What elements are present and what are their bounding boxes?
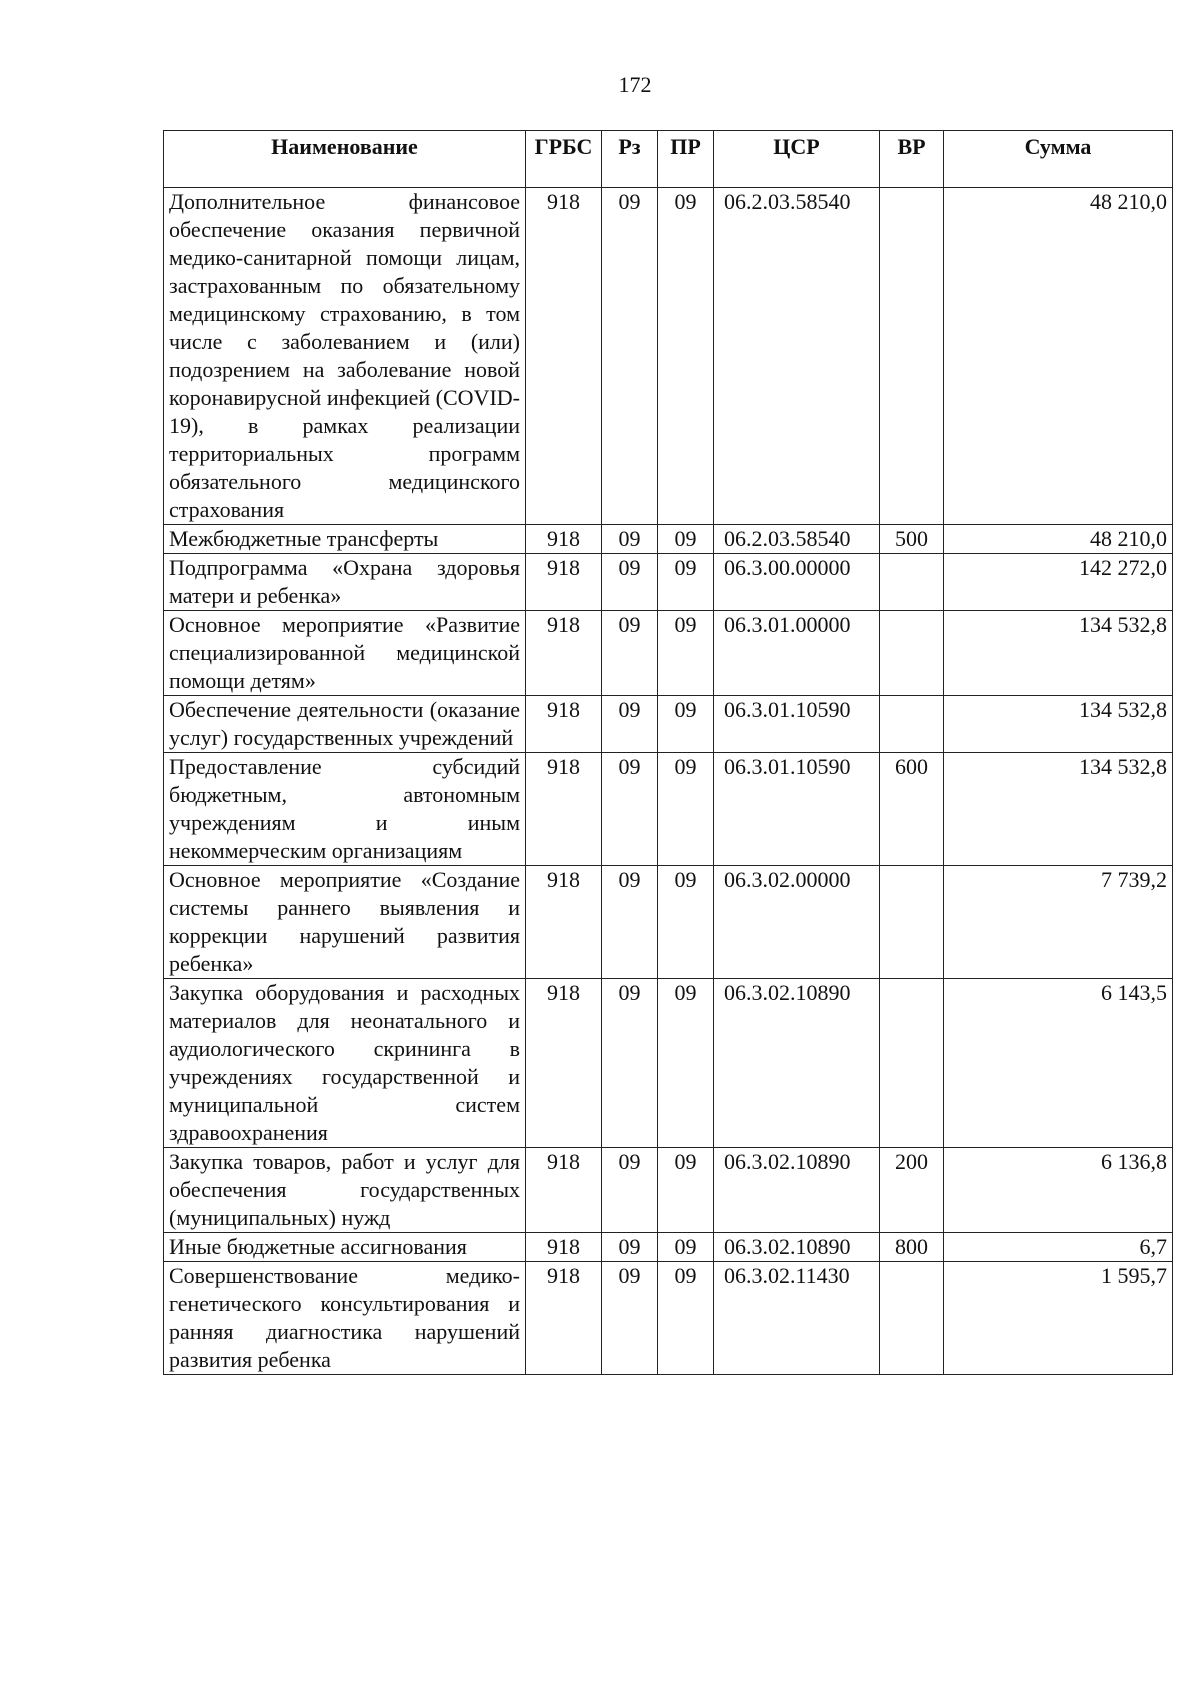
cell-sum: 134 532,8 <box>944 753 1173 866</box>
table-row <box>164 554 1173 611</box>
cell-vr: 500 <box>880 525 944 554</box>
cell-sum: 6 136,8 <box>944 1148 1173 1233</box>
cell-name: Основное мероприятие «Создание системы раннего выявления и коррекции нарушений развития ребенка» <box>164 866 526 979</box>
cell-pr: 09 <box>658 1262 714 1375</box>
cell-vr: 800 <box>880 1233 944 1262</box>
cell-sum: 134 532,8 <box>944 696 1173 753</box>
cell-rz: 09 <box>602 866 658 979</box>
cell-name: Дополнительное финансовое обеспечение оказания первичной медико-санитарной помощи лицам, застрахованным по обязательному медицинскому страхованию, в том числе с заболеванием и (или) подозрением на заболевание новой коронавирусной инфекцией (COVID-19), в рамках реализации территориальных программ обязательного медицинского страхования <box>164 188 526 525</box>
table-row <box>164 979 1173 1148</box>
cell-rz: 09 <box>602 554 658 611</box>
cell-name: Основное мероприятие «Развитие специализированной медицинской помощи детям» <box>164 611 526 696</box>
cell-pr: 09 <box>658 696 714 753</box>
cell-csr: 06.3.02.00000 <box>714 866 880 979</box>
cell-grbs: 918 <box>526 1233 602 1262</box>
page-number: 172 <box>618 72 652 97</box>
cell-rz: 09 <box>602 1148 658 1233</box>
table-row <box>164 753 1173 866</box>
header-sum: Сумма <box>944 131 1173 188</box>
cell-sum: 48 210,0 <box>944 188 1173 525</box>
cell-name: Закупка оборудования и расходных материалов для неонатального и аудиологического скрининга в учреждениях государственной и муниципальной систем здравоохранения <box>164 979 526 1148</box>
table-row <box>164 866 1173 979</box>
cell-grbs: 918 <box>526 554 602 611</box>
cell-name: Иные бюджетные ассигнования <box>164 1233 526 1262</box>
cell-rz: 09 <box>602 979 658 1148</box>
cell-csr: 06.3.02.11430 <box>714 1262 880 1375</box>
cell-name: Совершенствование медико-генетического консультирования и ранняя диагностика нарушений развития ребенка <box>164 1262 526 1375</box>
header-grbs: ГРБС <box>526 131 602 188</box>
cell-grbs: 918 <box>526 696 602 753</box>
cell-vr <box>880 696 944 753</box>
table-row <box>164 1262 1173 1375</box>
cell-sum: 7 739,2 <box>944 866 1173 979</box>
cell-csr: 06.3.02.10890 <box>714 1233 880 1262</box>
cell-vr <box>880 979 944 1148</box>
header-name: Наименование <box>164 131 526 188</box>
cell-vr <box>880 1262 944 1375</box>
table-row <box>164 1148 1173 1233</box>
cell-grbs: 918 <box>526 1262 602 1375</box>
cell-sum: 48 210,0 <box>944 525 1173 554</box>
cell-vr <box>880 554 944 611</box>
cell-csr: 06.3.02.10890 <box>714 1148 880 1233</box>
cell-name: Межбюджетные трансферты <box>164 525 526 554</box>
cell-rz: 09 <box>602 525 658 554</box>
cell-rz: 09 <box>602 1262 658 1375</box>
cell-sum: 6,7 <box>944 1233 1173 1262</box>
cell-pr: 09 <box>658 611 714 696</box>
cell-grbs: 918 <box>526 525 602 554</box>
cell-pr: 09 <box>658 554 714 611</box>
table-header-row <box>164 131 1173 188</box>
cell-name: Обеспечение деятельности (оказание услуг) государственных учреждений <box>164 696 526 753</box>
cell-grbs: 918 <box>526 979 602 1148</box>
cell-grbs: 918 <box>526 753 602 866</box>
cell-csr: 06.3.01.10590 <box>714 696 880 753</box>
cell-rz: 09 <box>602 188 658 525</box>
cell-vr <box>880 611 944 696</box>
header-pr: ПР <box>658 131 714 188</box>
table-row <box>164 1233 1173 1262</box>
cell-pr: 09 <box>658 979 714 1148</box>
cell-pr: 09 <box>658 1148 714 1233</box>
cell-grbs: 918 <box>526 866 602 979</box>
cell-csr: 06.2.03.58540 <box>714 188 880 525</box>
cell-pr: 09 <box>658 1233 714 1262</box>
cell-name: Подпрограмма «Охрана здоровья матери и ребенка» <box>164 554 526 611</box>
cell-name: Закупка товаров, работ и услуг для обеспечения государственных (муниципальных) нужд <box>164 1148 526 1233</box>
cell-rz: 09 <box>602 1233 658 1262</box>
cell-sum: 1 595,7 <box>944 1262 1173 1375</box>
cell-name: Предоставление субсидий бюджетным, автономным учреждениям и иным некоммерческим организациям <box>164 753 526 866</box>
cell-pr: 09 <box>658 866 714 979</box>
table-row <box>164 611 1173 696</box>
header-csr: ЦСР <box>714 131 880 188</box>
cell-csr: 06.2.03.58540 <box>714 525 880 554</box>
cell-vr: 600 <box>880 753 944 866</box>
cell-vr <box>880 866 944 979</box>
cell-csr: 06.3.00.00000 <box>714 554 880 611</box>
table-row <box>164 696 1173 753</box>
cell-pr: 09 <box>658 188 714 525</box>
header-vr: ВР <box>880 131 944 188</box>
cell-csr: 06.3.02.10890 <box>714 979 880 1148</box>
cell-vr: 200 <box>880 1148 944 1233</box>
cell-grbs: 918 <box>526 188 602 525</box>
cell-pr: 09 <box>658 753 714 866</box>
cell-rz: 09 <box>602 696 658 753</box>
cell-csr: 06.3.01.10590 <box>714 753 880 866</box>
cell-sum: 134 532,8 <box>944 611 1173 696</box>
cell-csr: 06.3.01.00000 <box>714 611 880 696</box>
header-rz: Рз <box>602 131 658 188</box>
cell-vr <box>880 188 944 525</box>
cell-rz: 09 <box>602 611 658 696</box>
cell-sum: 6 143,5 <box>944 979 1173 1148</box>
budget-table <box>163 130 1173 1375</box>
cell-sum: 142 272,0 <box>944 554 1173 611</box>
table-row <box>164 188 1173 525</box>
cell-rz: 09 <box>602 753 658 866</box>
cell-grbs: 918 <box>526 1148 602 1233</box>
cell-grbs: 918 <box>526 611 602 696</box>
table-row <box>164 525 1173 554</box>
cell-pr: 09 <box>658 525 714 554</box>
